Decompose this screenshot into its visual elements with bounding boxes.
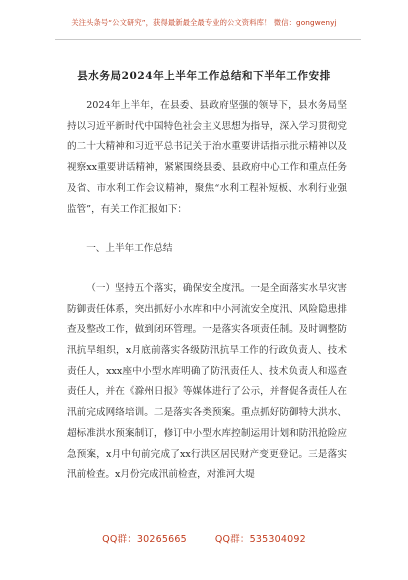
footer-contact — [0, 531, 408, 545]
intro-paragraph: 2024年上半年，在县委、县政府坚强的领导下，县水务局坚持以习近平新时代中国特色社会主义思想为指导，深入学习贯彻党的二十大精神和习近平总书记关于治水重要讲话指示批示精神以及视察xx重要讲话精神，紧紧围绕县委、县政府中心工作和重点任务及省、市水利工作会议精神，聚焦“水利工程补短板、水利行业强监管”，有关工作汇报如下： — [67, 100, 347, 215]
header-divider — [55, 39, 361, 40]
section-heading: 一、上半年工作总结 — [86, 243, 173, 255]
section-paragraph: （一）坚持五个落实，确保安全度汛。一是全面落实水旱灾害防御责任体系，突出抓好小水库和中小河流安全度汛、风险隐患排查及整改工作，做到闭环管理。一是落实各项责任制。及时调整防汛抗旱组织，x月底前落实各级防汛抗旱工作的行政负责人、技术责任人，xxx座中小型水库明确了防汛责任人、技术负责人和巡查责任人，并在《滁州日报》等媒体进行了公示，并督促各责任人在汛前完成网络培训。二是落实各类预案。重点抓好防御特大洪水、超标准洪水预案制订，修订中小型水库控制运用计划和防汛抢险应急预案，x月中旬前完成了xx行洪区居民财产变更登记。三是落实汛前检查。x月份完成汛前检查，对淮河大堤 — [67, 282, 347, 481]
header-banner: 关注头条号“公文研究”，获得最新最全最专业的公文资料库！ 微信：gongwenyj — [71, 18, 337, 27]
document-body — [67, 96, 347, 486]
footer-qq-group-2: QQ群：535304092 — [214, 534, 306, 545]
document-title: 县水务局2024年上半年工作总结和下半年工作安排 — [77, 70, 331, 82]
footer-qq-group-1: QQ群：30265665 — [102, 534, 187, 545]
